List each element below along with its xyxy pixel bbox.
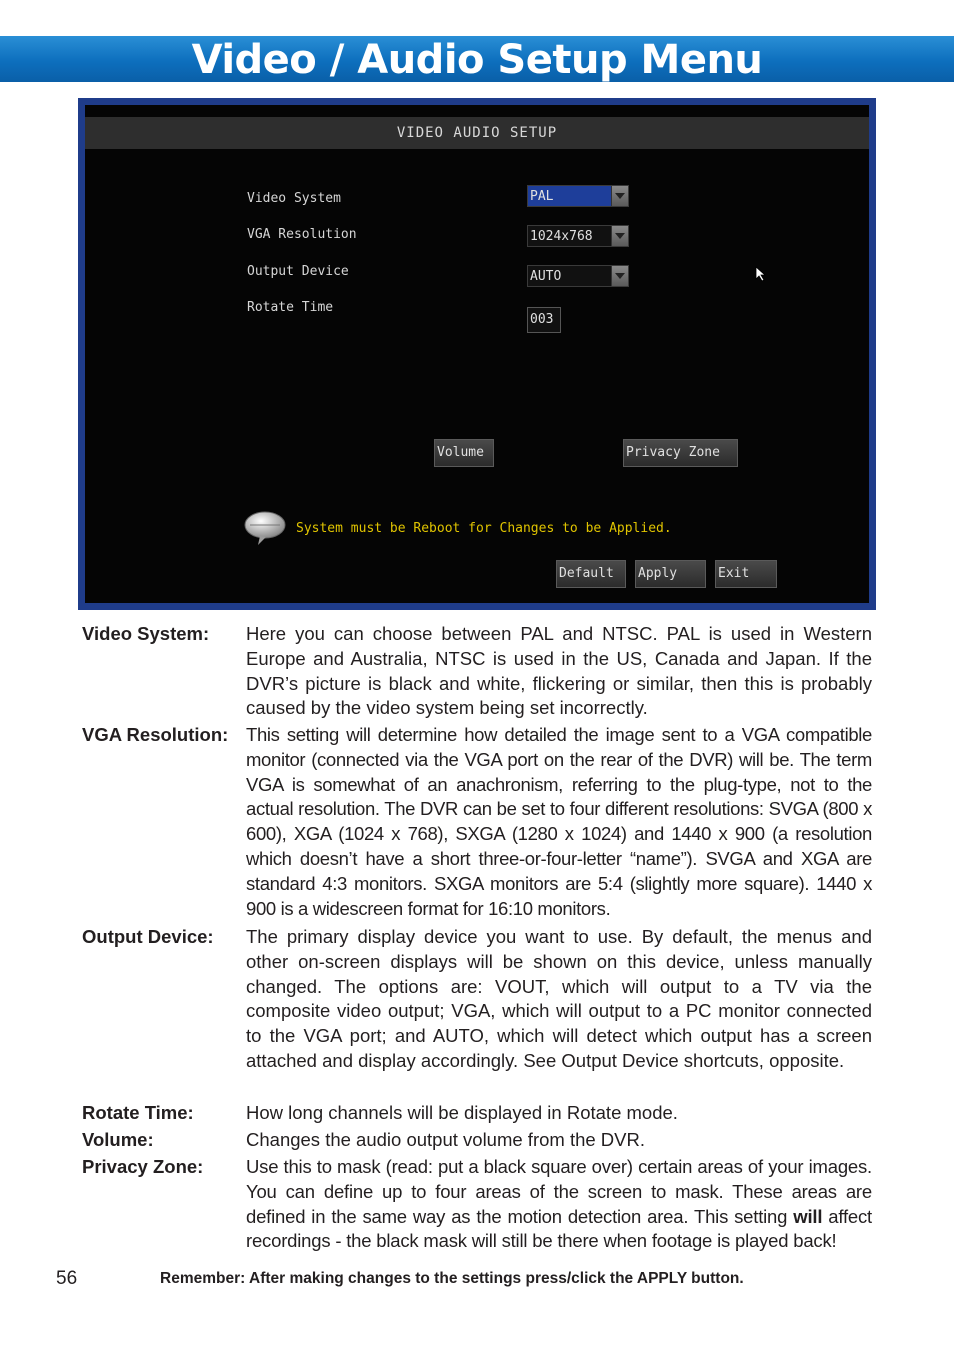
info-speech-bubble-icon <box>244 510 286 546</box>
description-part: affect recordings - the black mask will still be there when footage is played back! <box>246 1205 872 1252</box>
description: Changes the audio output volume from the DVR. <box>246 1129 646 1150</box>
vga-resolution-value: 1024x768 <box>530 229 593 244</box>
output-device-value: AUTO <box>530 269 562 284</box>
video-system-label: Video System <box>247 191 341 206</box>
apply-button[interactable]: Apply <box>635 560 706 588</box>
chevron-down-icon <box>611 266 628 286</box>
output-device-label: Output Device <box>247 264 349 279</box>
privacy-zone-button[interactable]: Privacy Zone <box>623 439 738 467</box>
vga-resolution-label: VGA Resolution <box>247 227 357 242</box>
vga-resolution-select[interactable] <box>527 225 629 247</box>
volume-button[interactable]: Volume <box>434 439 494 467</box>
output-device-select[interactable] <box>527 265 629 287</box>
reboot-warning-message: System must be Reboot for Changes to be Applied. <box>296 521 672 536</box>
page-title: Video / Audio Setup Menu <box>191 37 763 83</box>
footer-reminder: Remember: After making changes to the settings press/click the APPLY button. <box>160 1270 744 1287</box>
description: Here you can choose between PAL and NTSC. PAL is used in Western Europe and Australia, NTSC is used in the US, Canada and Japan. If the DVR’s picture is black and white, flickering or similar, then this is probably caused by the video system being set incorrectly. <box>246 623 872 719</box>
rotate-time-label: Rotate Time <box>247 300 334 315</box>
description-bold: will <box>793 1205 823 1227</box>
rotate-time-value: 003 <box>530 312 554 327</box>
dvr-screen <box>85 105 869 603</box>
dvr-screenshot <box>78 98 876 610</box>
page-number: 56 <box>56 1268 78 1289</box>
term: Output Device: <box>82 926 214 947</box>
term: VGA Resolution: <box>82 724 229 745</box>
term: Rotate Time: <box>82 1102 194 1123</box>
chevron-down-icon <box>611 186 628 206</box>
chevron-down-icon <box>611 226 628 246</box>
dvr-menu-header: VIDEO AUDIO SETUP <box>85 117 869 149</box>
video-system-value: PAL <box>530 189 554 204</box>
rotate-time-input[interactable] <box>527 307 561 333</box>
default-button[interactable]: Default <box>556 560 626 588</box>
title-bar <box>0 36 954 82</box>
video-system-select[interactable] <box>527 185 629 207</box>
description <box>246 1155 872 1254</box>
mouse-cursor-icon <box>755 266 767 282</box>
exit-button[interactable]: Exit <box>715 560 777 588</box>
description: This setting will determine how detailed the image sent to a VGA compatible monitor (connected via the VGA port on the rear of the DVR) will be. The term VGA is somewhat of an anachronism, referring to the plug-type, not to the actual resolution. The DVR can be set to four different resolutions: SVGA (800 x 600), XGA (1024 x 768), SXGA (1280 x 1024) and 1440 x 900 (a resolution which doesn’t have a short three-or-four-letter “name”). SVGA and XGA are standard 4:3 monitors. SXGA monitors are 5:4 (slightly more square). 1440 x 900 is a widescreen format for 16:10 monitors. <box>246 724 872 919</box>
description-part: Use this to mask (read: put a black square over) certain areas of your images. You can define up to four areas of the screen to mask. These areas are defined in the same way as the motion detection area. This setting <box>246 1156 872 1227</box>
term: Video System: <box>82 623 210 644</box>
term: Volume: <box>82 1129 154 1150</box>
term: Privacy Zone: <box>82 1156 204 1177</box>
description: The primary display device you want to use. By default, the menus and other on-screen displays will be shown on this device, unless manually changed. The options are: VOUT, which will output to a TV via the composite video output; VGA, which will output to a PC monitor connected to the VGA port; and AUTO, which will detect which output has a screen attached and display accordingly. See Output Device shortcuts, opposite. <box>246 926 872 1071</box>
description: How long channels will be displayed in Rotate mode. <box>246 1102 678 1123</box>
